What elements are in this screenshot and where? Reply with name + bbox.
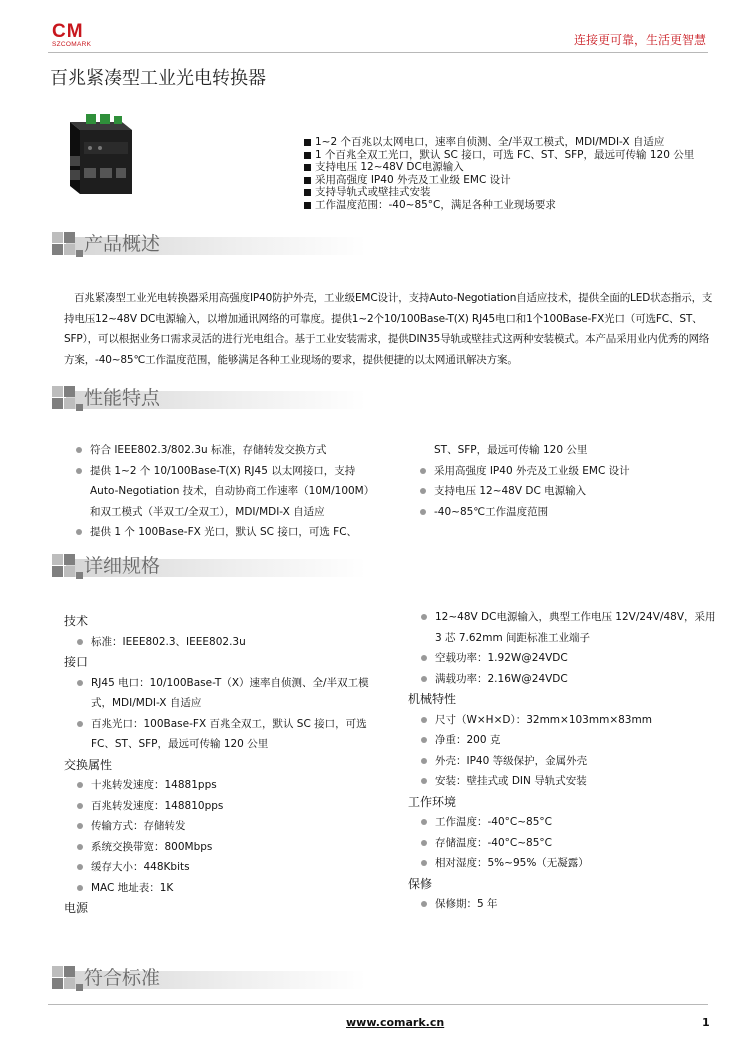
list-item: 安装：壁挂式或 DIN 导轨式安装 [421, 771, 718, 792]
bullet-dot-icon [77, 782, 83, 788]
list-item: -40~85℃工作温度范围 [420, 502, 710, 523]
section-header-standards [44, 962, 704, 996]
list-item: 1 个百兆全双工光口，默认 SC 接口，可选 FC、ST、SFP，最远可传输 120 公里 [304, 149, 704, 162]
spec-list [421, 812, 718, 874]
list-item: 存储温度：-40°C~85°C [421, 833, 718, 854]
section-title: 符合标准 [84, 967, 161, 989]
list-item: 缓存大小：448Kbits [77, 857, 384, 878]
list-item: 1~2 个百兆以太网电口，速率自侦测、全/半双工模式，MDI/MDI-X 自适应 [304, 136, 704, 149]
list-item: 支持导轨式或壁挂式安装 [304, 186, 704, 199]
bullet-dot-icon [77, 885, 83, 891]
spec-list [421, 710, 718, 792]
bullet-dot-icon [421, 901, 427, 907]
bullet-dot-icon [421, 717, 427, 723]
overview-paragraph: 百兆紧凑型工业光电转换器采用高强度IP40防护外壳，工业级EMC设计，支持Auto-Negotiation自适应技术，提供全面的LED状态指示，支持电压12~48V DC电源输入，以增加通讯网络的可靠度。提供1~2个10/100Base-T(X) RJ45电口和1个100Base-FX光口（可选FC、ST、SFP），可以根据业务口需求灵活的进行光电组合。基于工业安装需求，提供DIN35导轨或壁挂式这两种安装模式。本产品采用业内优秀的网络方案，-40~85℃工作温度范围，能够满足各种工业现场的要求，提供便捷的以太网通讯解决方案。 [64, 292, 713, 366]
square-bullet-icon [304, 189, 311, 196]
section-tiles-icon [44, 550, 84, 584]
bullet-dot-icon [77, 844, 83, 850]
bullet-dot-icon [76, 529, 82, 535]
bullet-dot-icon [76, 447, 82, 453]
bullet-dot-icon [77, 823, 83, 829]
bullet-dot-icon [421, 737, 427, 743]
logo-wordmark: SZCOMARK [52, 41, 92, 48]
list-item: MAC 地址表：1K [77, 878, 384, 899]
list-item: 提供 1~2 个 10/100Base-T(X) RJ45 以太网接口，支持 Auto-Negotiation 技术，自动协商工作速率（10M/100M）和双工模式（半双工/全双工），MDI/MDI-X 自适应 [76, 461, 374, 523]
list-item: 十兆转发速度：14881pps [77, 775, 384, 796]
bullet-dot-icon [420, 488, 426, 494]
footer-divider [48, 1004, 708, 1005]
list-item: 工作温度范围：-40~85°C，满足各种工业现场要求 [304, 199, 704, 212]
section-header-overview [44, 228, 704, 262]
spec-group-heading: 保修 [408, 876, 433, 891]
spec-group-heading: 工作环境 [408, 794, 457, 809]
bullet-dot-icon [421, 819, 427, 825]
bullet-dot-icon [77, 803, 83, 809]
list-item: 净重：200 克 [421, 730, 718, 751]
list-item: 百兆转发速度：148810pps [77, 796, 384, 817]
spec-column-left [64, 611, 384, 919]
list-item: 采用高强度 IP40 外壳及工业级 EMC 设计 [420, 461, 710, 482]
bullet-dot-icon [421, 614, 427, 620]
list-item: 相对湿度：5%~95%（无凝露） [421, 853, 718, 874]
list-item: 支持电压 12~48V DC电源输入 [304, 161, 704, 174]
section-tiles-icon [44, 228, 84, 262]
spec-list [77, 775, 384, 898]
spec-list [421, 894, 718, 915]
bullet-dot-icon [76, 468, 82, 474]
spec-list [421, 607, 718, 689]
bullet-dot-icon [420, 468, 426, 474]
square-bullet-icon [304, 177, 311, 184]
list-item: 符合 IEEE802.3/802.3u 标准，存储转发交换方式 [76, 440, 374, 461]
spec-group-heading: 交换属性 [64, 757, 113, 772]
page-title: 百兆紧凑型工业光电转换器 [50, 68, 266, 89]
list-item: RJ45 电口：10/100Base-T（X）速率自侦测、全/半双工模式，MDI/MDI-X 自适应 [77, 673, 384, 714]
bullet-dot-icon [77, 639, 83, 645]
list-item: 采用高强度 IP40 外壳及工业级 EMC 设计 [304, 174, 704, 187]
website-link[interactable]: www.comark.cn [346, 1016, 445, 1029]
page-number: 1 [702, 1016, 710, 1029]
spec-group-heading: 机械特性 [408, 692, 457, 706]
section-header-specs [44, 550, 704, 584]
square-bullet-icon [304, 139, 311, 146]
company-logo [52, 22, 112, 50]
square-bullet-icon [304, 164, 311, 171]
spec-list [77, 673, 384, 755]
spec-group-heading: 接口 [64, 655, 89, 669]
performance-list-left [76, 440, 374, 543]
spec-list [77, 632, 384, 653]
list-item: 标准：IEEE802.3、IEEE802.3u [77, 632, 384, 653]
list-item: 百兆光口：100Base-FX 百兆全双工，默认 SC 接口，可选 FC、ST、SFP，最远可传输 120 公里 [77, 714, 384, 755]
list-item: 外壳：IP40 等级保护，金属外壳 [421, 751, 718, 772]
spec-group-heading: 电源 [64, 901, 89, 915]
bullet-dot-icon [421, 676, 427, 682]
list-item: 保修期：5 年 [421, 894, 718, 915]
bullet-dot-icon [421, 778, 427, 784]
square-bullet-icon [304, 202, 311, 209]
spec-group-heading: 技术 [64, 614, 89, 628]
bullet-dot-icon [77, 721, 83, 727]
bullet-dot-icon [421, 860, 427, 866]
slogan: 连接更可靠，生活更智慧 [573, 33, 706, 47]
top-feature-list [304, 136, 704, 211]
list-item: 系统交换带宽：800Mbps [77, 837, 384, 858]
section-header-performance [44, 382, 704, 416]
list-item: 支持电压 12~48V DC 电源输入 [420, 481, 710, 502]
list-continuation: ST、SFP，最远可传输 120 公里 [434, 444, 588, 456]
section-title: 详细规格 [84, 555, 161, 577]
performance-list-right [420, 440, 710, 522]
list-item: 传输方式：存储转发 [77, 816, 384, 837]
product-photo [64, 112, 136, 196]
spec-column-right [408, 607, 718, 915]
list-item: 工作温度：-40°C~85°C [421, 812, 718, 833]
bullet-dot-icon [77, 864, 83, 870]
square-bullet-icon [304, 152, 311, 159]
bullet-dot-icon [421, 758, 427, 764]
list-item: 提供 1 个 100Base-FX 光口，默认 SC 接口，可选 FC、 [76, 522, 374, 543]
list-item: 12~48V DC电源输入，典型工作电压 12V/24V/48V，采用 3 芯 7.62mm 间距标准工业端子 [421, 607, 718, 648]
bullet-dot-icon [421, 840, 427, 846]
section-tiles-icon [44, 962, 84, 996]
list-item: 满载功率：2.16W@24VDC [421, 669, 718, 690]
section-tiles-icon [44, 382, 84, 416]
header-divider [48, 52, 708, 53]
list-item: 空载功率：1.92W@24VDC [421, 648, 718, 669]
section-title: 产品概述 [84, 233, 161, 255]
list-item: 尺寸（W×H×D）：32mm×103mm×83mm [421, 710, 718, 731]
section-title: 性能特点 [84, 387, 161, 409]
bullet-dot-icon [77, 680, 83, 686]
logo-mark: CM [52, 21, 84, 42]
bullet-dot-icon [420, 509, 426, 515]
bullet-dot-icon [421, 655, 427, 661]
